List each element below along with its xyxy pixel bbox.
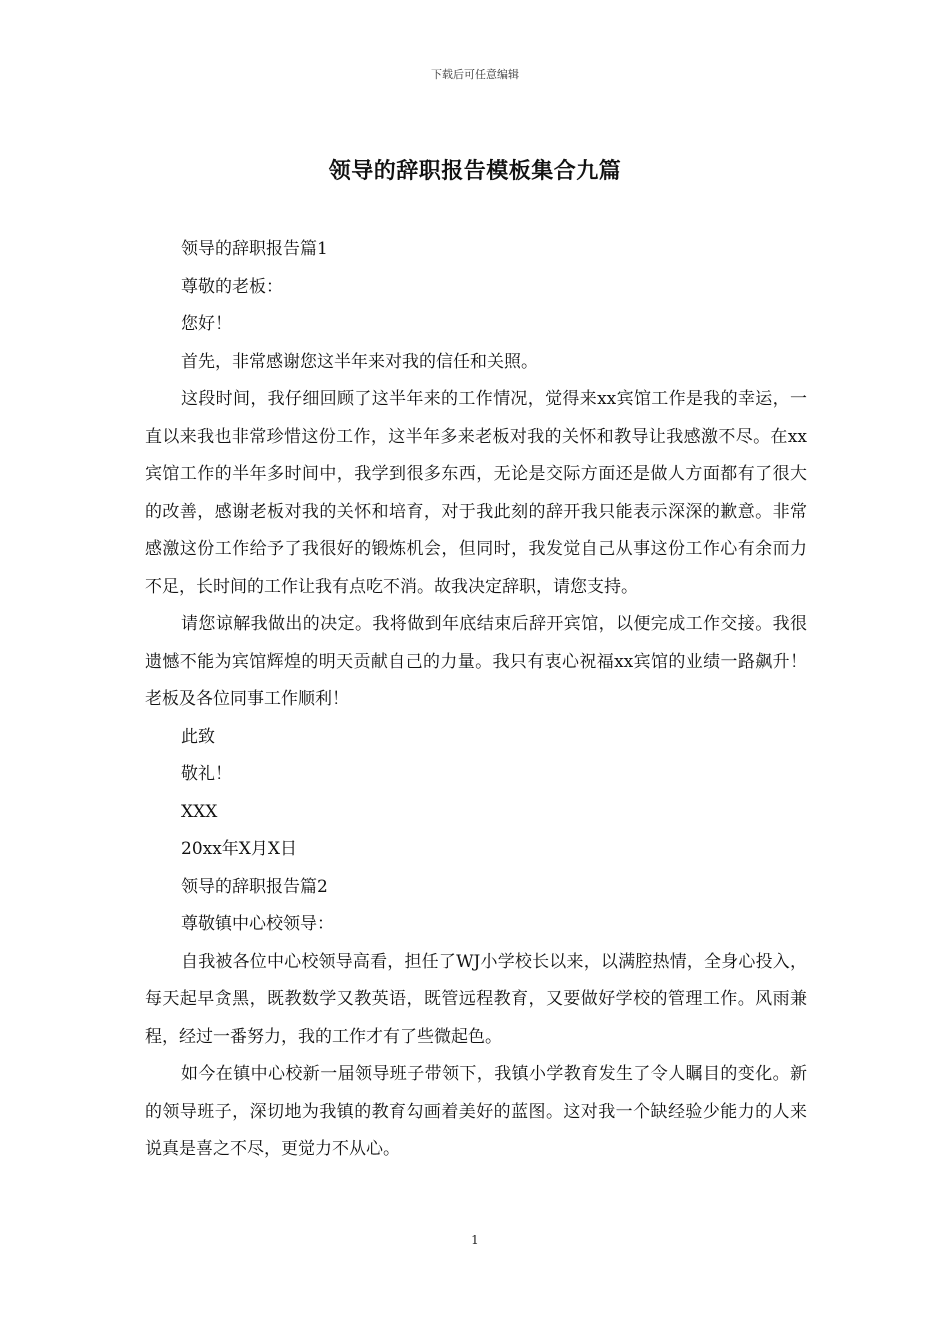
closing-line: 此致 (181, 726, 215, 747)
document-title: 领导的辞职报告模板集合九篇 (328, 158, 622, 184)
body-paragraph: 首先，非常感谢您这半年来对我的信任和关照。 (181, 351, 538, 372)
section-heading-1: 领导的辞职报告篇1 (181, 239, 328, 259)
closing-salute: 敬礼！ (181, 764, 232, 784)
document-body (145, 231, 807, 1169)
body-paragraph: 如今在镇中心校新一届领导班子带领下，我镇小学教育发生了令人瞩目的变化。新的领导班子，深切地为我镇的教育勾画着美好的蓝图。这对我一个缺经验少能力的人来说真是喜之不尽，更觉力不从心。 (145, 1064, 807, 1159)
section-heading-2: 领导的辞职报告篇2 (181, 876, 328, 897)
signature-name: XXX (181, 801, 218, 822)
body-paragraph: 这段时间，我仔细回顾了这半年来的工作情况，觉得来xx宾馆工作是我的幸运，一直以来我也非常珍惜这份工作，这半年多来老板对我的关怀和教导让我感激不尽。在xx宾馆工作的半年多时间中，我学到很多东西，无论是交际方面还是做人方面都有了很大的改善，感谢老板对我的关怀和培育，对于我此刻的辞开我只能表示深深的歉意。非常感激这份工作给予了我很好的锻炼机会，但同时，我发觉自己从事这份工作心有余而力不足，长时间的工作让我有点吃不消。故我决定辞职，请您支持。 (145, 389, 807, 597)
salutation: 尊敬镇中心校领导： (181, 914, 334, 934)
page-number: 1 (471, 1233, 479, 1247)
greeting: 您好！ (181, 314, 232, 334)
body-paragraph: 自我被各位中心校领导高看，担任了WJ小学校长以来，以满腔热情，全身心投入，每天起早贪黑，既教数学又教英语，既管远程教育，又要做好学校的管理工作。风雨兼程，经过一番努力，我的工作才有了些微起色。 (145, 951, 807, 1047)
header-note: 下载后可任意编辑 (431, 68, 519, 81)
salutation: 尊敬的老板： (181, 276, 283, 297)
body-paragraph: 请您谅解我做出的决定。我将做到年底结束后辞开宾馆，以便完成工作交接。我很遗憾不能为宾馆辉煌的明天贡献自己的力量。我只有衷心祝福xx宾馆的业绩一路飙升！老板及各位同事工作顺利！ (145, 614, 807, 709)
signature-date: 20xx年X月X日 (181, 839, 298, 859)
